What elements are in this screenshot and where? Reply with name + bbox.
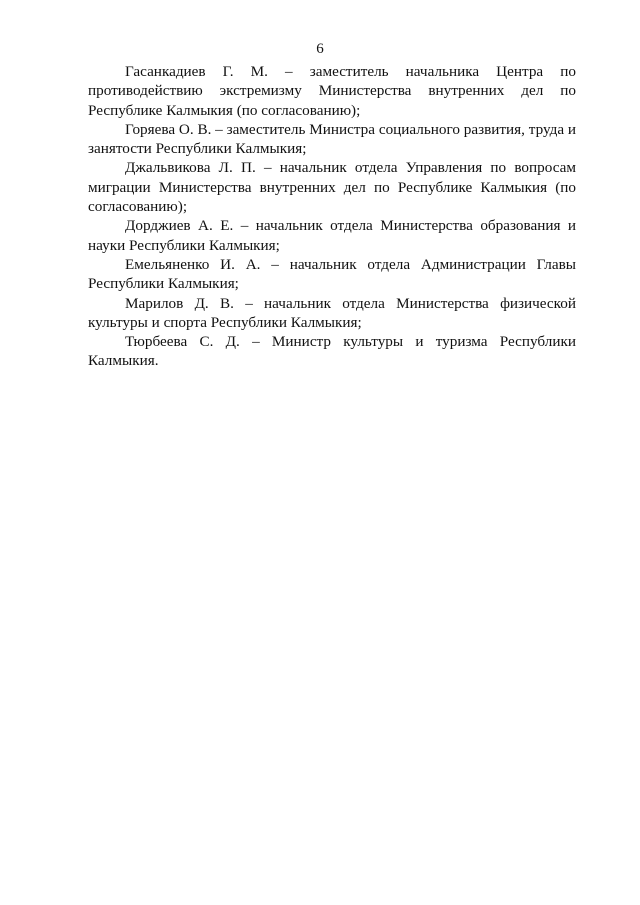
- member-entry-tyurbeeva: Тюрбеева С. Д. – Министр культуры и туризма Республики Калмыкия.: [88, 333, 576, 370]
- member-entry-dordzhiev: Дорджиев А. Е. – начальник отдела Министерства образования и науки Республики Калмыкия;: [88, 217, 576, 254]
- member-entry-goryaeva: Горяева О. В. – заместитель Министра социального развития, труда и занятости Республики Калмыкия;: [88, 120, 576, 158]
- members-list: [88, 62, 576, 371]
- member-entry-marilov: Марилов Д. В. – начальник отдела Министерства физической культуры и спорта Республики Калмыкия;: [88, 294, 576, 331]
- member-entry-gasankadiev: Гасанкадиев Г. М. – заместитель начальника Центра по противодействию экстремизму Министерства внутренних дел по Республике Калмыкия (по согласованию);: [88, 63, 576, 119]
- member-entry-emelyanenko: Емельяненко И. А. – начальник отдела Администрации Главы Республики Калмыкия;: [88, 255, 576, 293]
- member-entry-dzhalvikova: Джальвикова Л. П. – начальник отдела Управления по вопросам миграции Министерства внутренних дел по Республике Калмыкия (по согласованию);: [88, 159, 576, 216]
- page-number: 6: [316, 41, 324, 57]
